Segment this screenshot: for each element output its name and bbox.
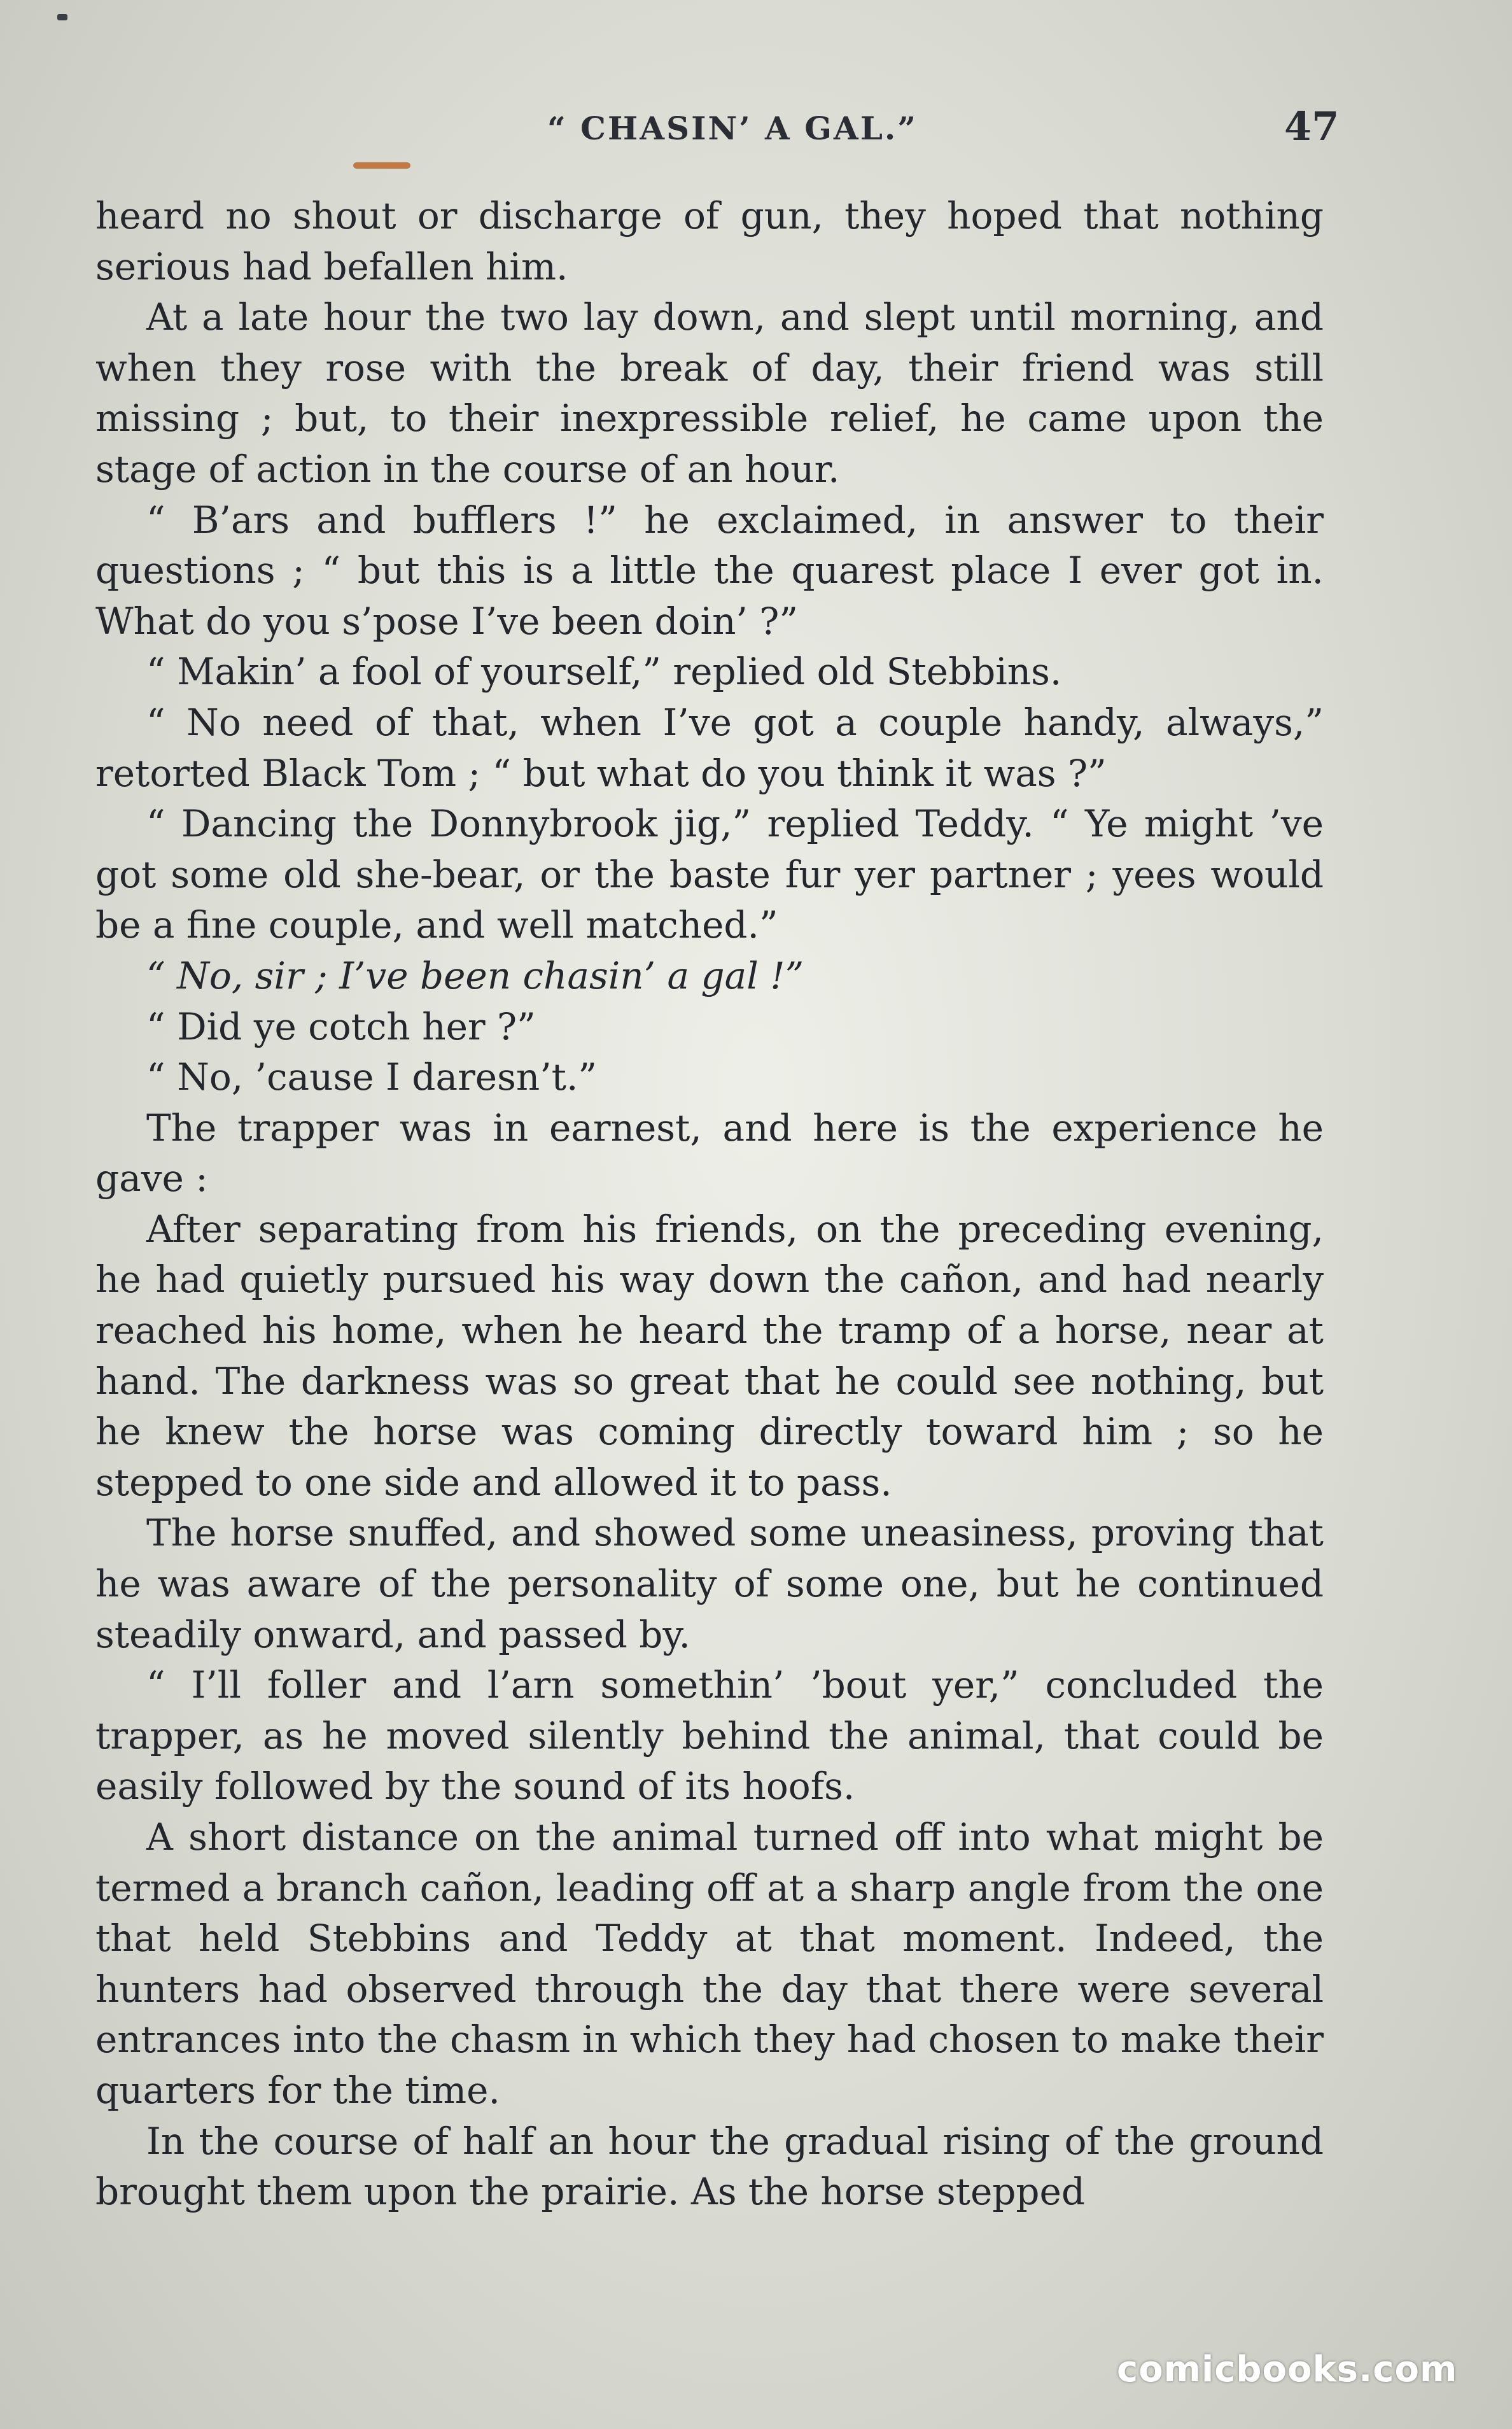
paragraph: After separating from his friends, on the preceding evening, he had quietly pursued his way down the cañon, and had nearly reached his home, when he heard the tramp of a horse, near at hand. The darkness was so great that he could see nothing, but he knew the horse was coming directly toward him ; so he stepped to one side and allowed it to pass.	[95, 1207, 1324, 1504]
ink-speck	[57, 14, 67, 20]
paragraph: The trapper was in earnest, and here is the experience he gave :	[95, 1106, 1324, 1200]
paragraph: “ Dancing the Donnybrook jig,” replied Teddy. “ Ye might ’ve got some old she-bear, or the baste fur yer partner ; yees would be a fine couple, and well matched.”	[95, 802, 1324, 947]
page-header	[0, 103, 1512, 160]
watermark: comicbooks.com	[1117, 2349, 1458, 2390]
paragraph: “ No, ’cause I daresn’t.”	[146, 1055, 598, 1099]
paragraph: At a late hour the two lay down, and slept until morning, and when they rose with the break of day, their friend was still missing ; but, to their inexpressible relief, he came upon the stage of action in the course of an hour.	[95, 295, 1324, 491]
paragraph: In the course of half an hour the gradual rising of the ground brought them upon the prairie. As the horse stepped	[95, 2119, 1324, 2214]
page-number: 47	[1284, 103, 1340, 150]
paragraph: The horse snuffed, and showed some uneasiness, proving that he was aware of the personality of some one, but he continued steadily onward, and passed by.	[95, 1511, 1324, 1656]
paragraph: “ B’ars and bufflers !” he exclaimed, in answer to their questions ; “ but this is a little the quarest place I ever got in. What do you s’pose I’ve been doin’ ?”	[95, 498, 1324, 643]
paragraph: “ I’ll foller and l’arn somethin’ ’bout yer,” concluded the trapper, as he moved silently behind the animal, that could be easily followed by the sound of its hoofs.	[95, 1663, 1324, 1808]
paragraph: “ Did ye cotch her ?”	[146, 1004, 536, 1048]
printer-ornament	[353, 162, 410, 169]
paragraph: “ No, sir ; I’ve been chasin’ a gal !”	[146, 954, 804, 997]
paragraph: heard no shout or discharge of gun, they hoped that nothing serious had befallen him.	[95, 194, 1324, 288]
body-text	[95, 191, 1324, 2218]
paragraph: “ No need of that, when I’ve got a couple handy, always,” retorted Black Tom ; “ but what do you think it was ?”	[95, 700, 1324, 795]
running-title: “ CHASIN’ A GAL.”	[547, 109, 918, 147]
paragraph: “ Makin’ a fool of yourself,” replied old Stebbins.	[146, 650, 1062, 694]
paragraph: A short distance on the animal turned off into what might be termed a branch cañon, leading off at a sharp angle from the one that held Stebbins and Teddy at that moment. Indeed, the hunters had observed through the day that there were several entrances into the chasm in which they had chosen to make their quarters for the time.	[95, 1815, 1324, 2112]
